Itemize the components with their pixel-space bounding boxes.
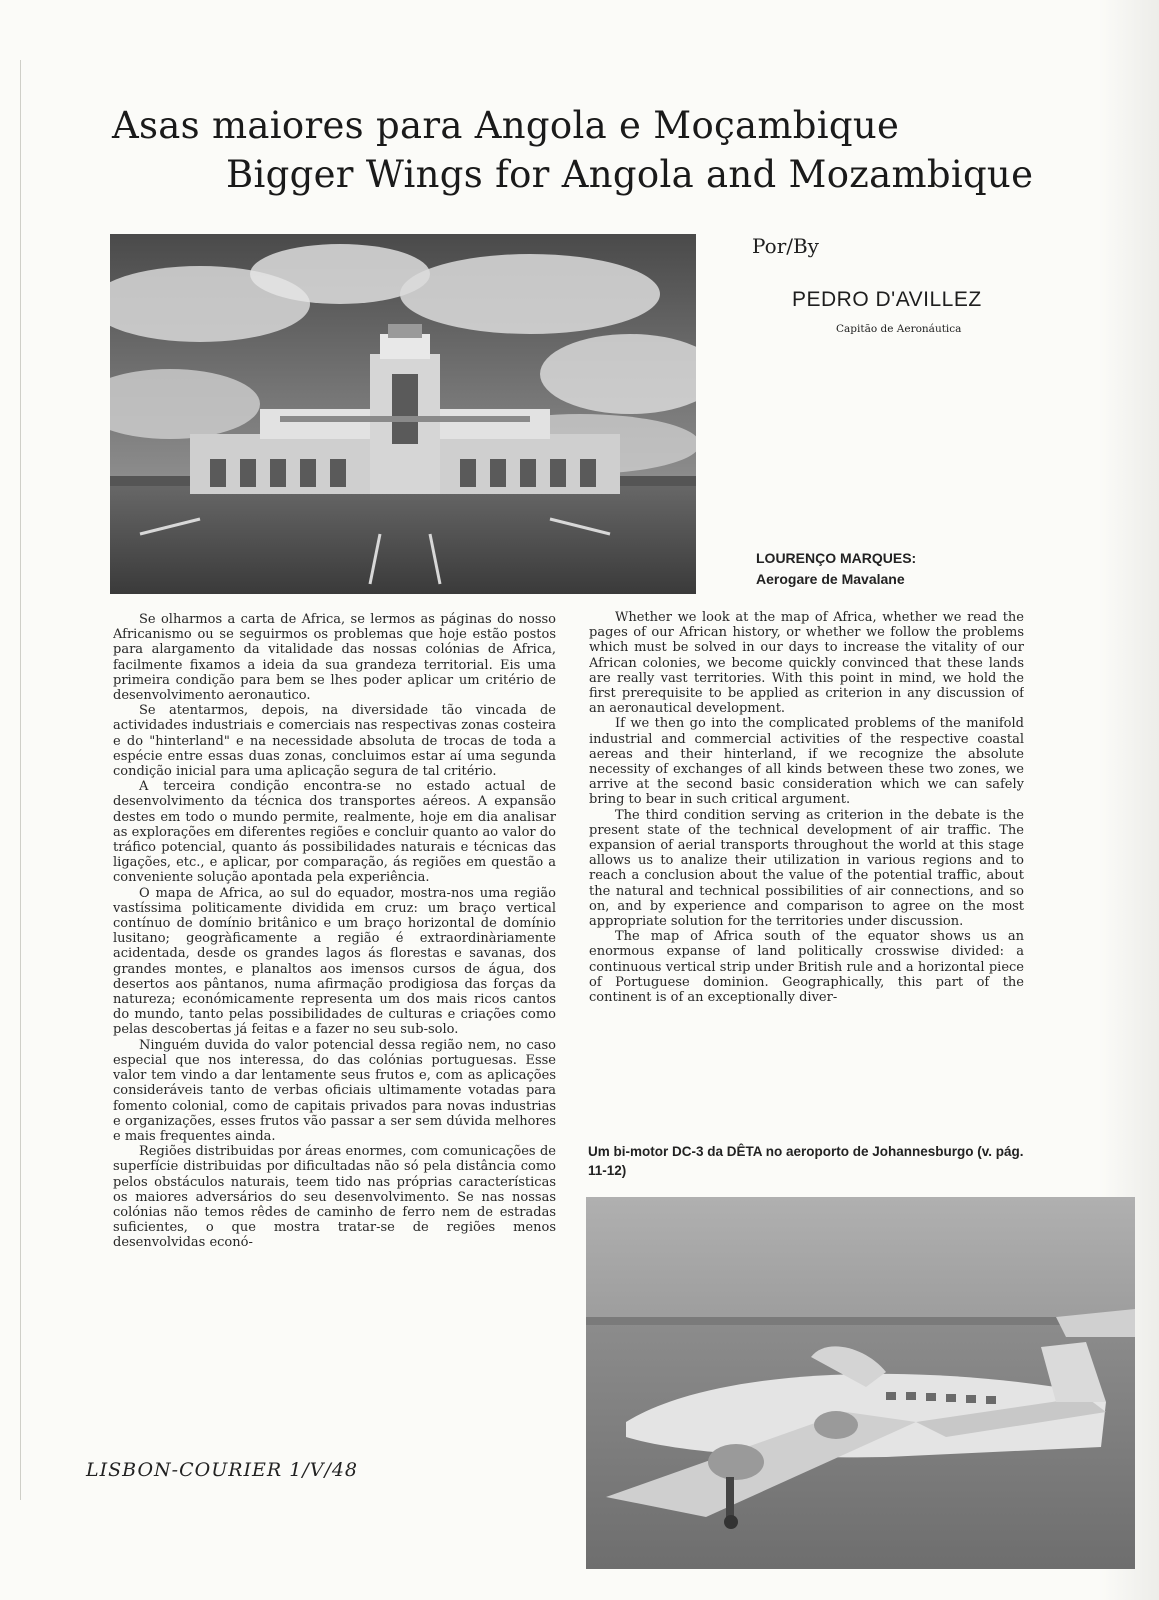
paragraph: The third condition serving as criterion in the debate is the present state of the technical development of air traffic. The expansion of aerial transports throughout the world at this stage allows us to analize their utilization in various regions and to reach a conclusion about the value of the potential traffic, about the natural and technical possibilities of air connections, and so on, and by experience and comparison to agree on the most appropriate solution for the territories under discussion. [589, 807, 1024, 930]
airplane-icon [586, 1197, 1135, 1569]
title-portuguese: Asas maiores para Angola e Moçambique [112, 104, 900, 147]
dc3-airplane-photo [586, 1197, 1135, 1569]
paragraph: The map of Africa south of the equator shows us an enormous expanse of land politically crosswise divided: a continuous vertical strip under British rule and a horizontal piece of Portuguese dominion. Geographically, this part of the continent is of an exceptionally diver- [589, 929, 1024, 1006]
publication-footer: LISBON-COURIER 1/V/48 [86, 1459, 359, 1481]
paragraph: Se olharmos a carta de Africa, se lermos as páginas do nosso Africanismo ou se seguirmos os problemas que hoje estão postos para alargamento da vitalidade das nossas colónias de Africa, facilmente fixamos a ideia da sua grandeza territorial. Eis uma primeira condição para bem se lhes poder aplicar um critério de desenvolvimento aeronautico. [113, 612, 556, 704]
paragraph: If we then go into the complicated problems of the manifold industrial and commercial activities of the respective coastal aereas and their hinterland, if we recognize the absolute necessity of exchanges of all kinds between these two zones, we arrive at the second basic consideration which we can safely bring to bear in such critical argument. [589, 716, 1024, 808]
byline-label: Por/By [752, 234, 819, 258]
author-role: Capitão de Aeronáutica [836, 323, 962, 335]
caption-subject: Aerogare de Mavalane [756, 571, 905, 587]
paragraph: Whether we look at the map of Africa, whether we read the pages of our African history, or whether we follow the problems which must be solved in our days to increase the vitality of our African colonies, we become quickly convinced that these lands are really vast territories. With this point in mind, we hold the first prerequisite to be applied as criterion in any discussion of an aeronautical development. [589, 610, 1024, 717]
photo-caption-terminal [756, 548, 916, 590]
paragraph: A terceira condição encontra-se no estado actual de desenvolvimento da técnica dos transportes aéreos. A expansão destes em todo o mundo permite, realmente, hoje em dia analisar as explorações em diferentes regiões e concluir quanto ao valor do tráfico potencial, quanto ás possibilidades naturais e técnicas das ligações, etc., e aplicar, por comparação, ás regiões em questão a conveniente solução apontada pela experiência. [113, 779, 556, 886]
author-name: PEDRO D'AVILLEZ [792, 288, 982, 311]
title-english: Bigger Wings for Angola and Mozambique [226, 153, 1034, 196]
body-column-portuguese [113, 612, 556, 1412]
paragraph: Se atentarmos, depois, na diversidade tão vincada de actividades industriais e comerciais nas respectivas zonas costeira e do "hinterland" e na necessidade absoluta de trocas de toda a espécie entre essas duas zonas, concluimos estar aí uma segunda condição inicial para uma aplicação segura de tal critério. [113, 703, 556, 780]
caption-location: LOURENÇO MARQUES: [756, 550, 917, 566]
paragraph: O mapa de Africa, ao sul do equador, mostra-nos uma região vastíssima politicamente dividida em cruz: um braço vertical contínuo de domínio britânico e um braço horizontal de domínio lusitano; geogràficamente a região é extraordinàriamente acidentada, desde os grandes lagos ás florestas e savanas, dos grandes montes, e planaltos aos imensos cursos de água, dos desertos aos pântanos, numa afirmação prodigiosa das forças da natureza; económicamente representa um dos mais ricos cantos do mundo, tanto pelas possibilidades de culturas e criações como pelas descobertas já feitas e a fazer no seu sub-solo. [113, 885, 556, 1038]
photo-caption-airplane: Um bi-motor DC-3 da DÊTA no aeroporto de Johannesburgo (v. pág. 11-12) [588, 1144, 1024, 1178]
airport-terminal-icon [110, 234, 696, 594]
paragraph: Ninguém duvida do valor potencial dessa região nem, no caso especial que nos interessa, do das colónias portuguesas. Esse valor tem vindo a dar lentamente seus frutos e, com as aplicações consideráveis tanto de verbas oficiais ultimamente votadas para fomento colonial, como de capitais privados para novas industrias e organizações, esses frutos vão passar a ser sem dúvida melhores e mais frequentes ainda. [113, 1037, 556, 1144]
airport-terminal-photo [110, 234, 696, 594]
body-column-english [589, 610, 1024, 1098]
paragraph: Regiões distribuidas por áreas enormes, com comunicações de superfície distribuidas por dificultadas não só pela distância como pelos obstáculos naturais, teem tido nas próprias características os maiores adversários do seu desenvolvimento. Se nas nossas colónias não temos rêdes de caminho de ferro nem de estradas suficientes, o que mostra tratar-se de regiões menos desenvolvidas econó- [113, 1144, 556, 1251]
binding-rule [20, 60, 21, 1500]
